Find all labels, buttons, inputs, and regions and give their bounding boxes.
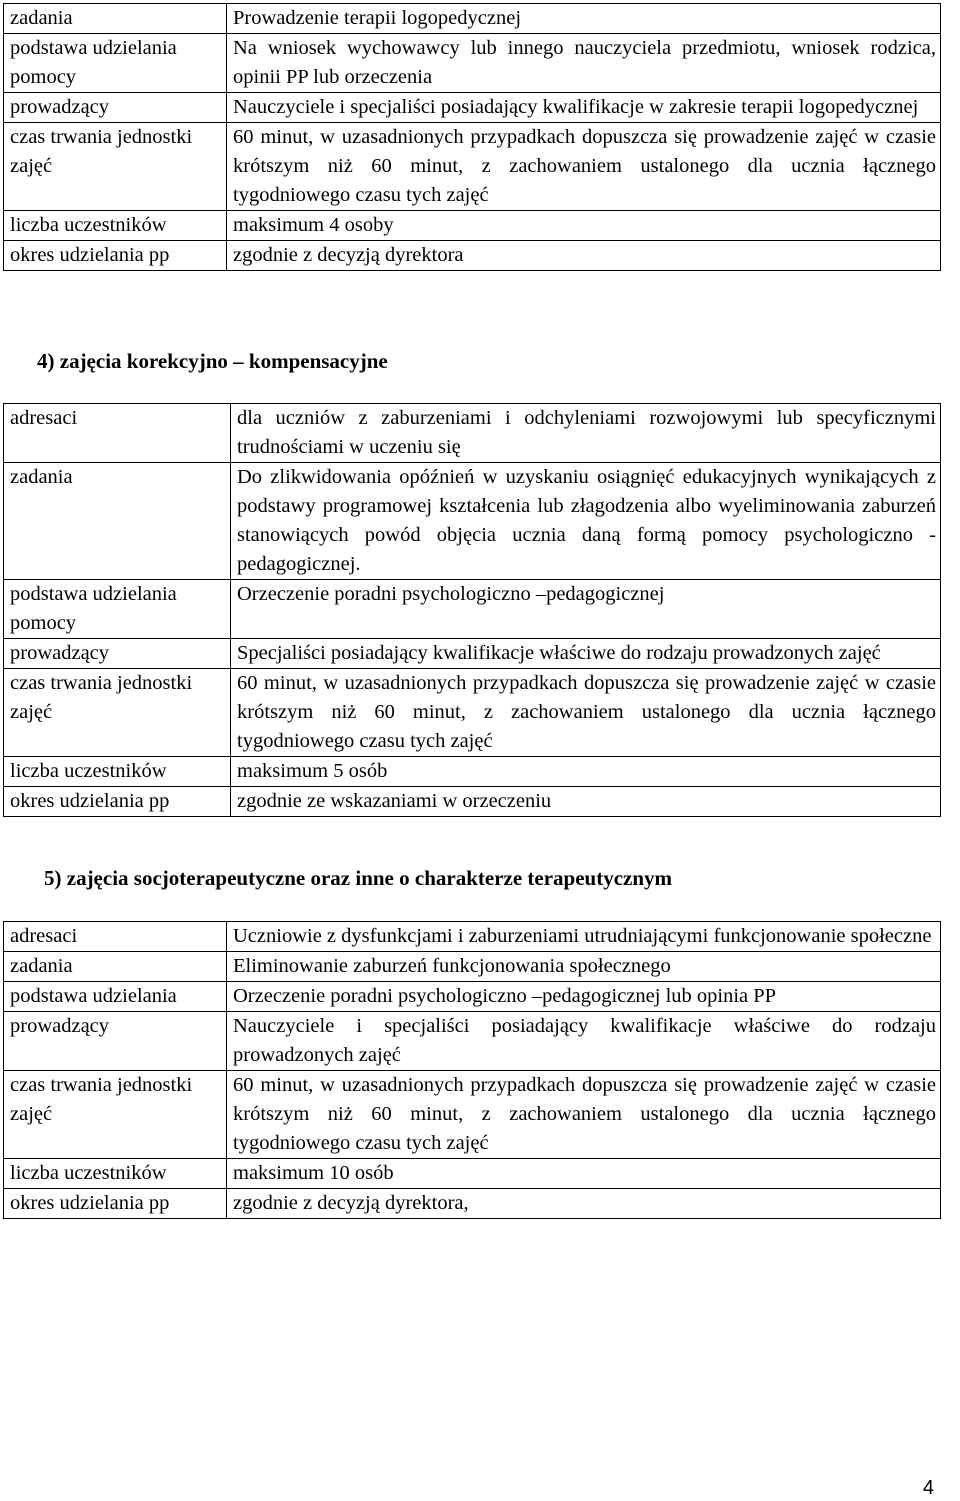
row-key: czas trwania jednostki zajęć [4, 123, 227, 211]
row-key: podstawa udzielania pomocy [4, 34, 227, 93]
row-key: okres udzielania pp [4, 241, 227, 271]
table-row [4, 4, 941, 34]
table-row [4, 922, 941, 952]
table-row [4, 123, 941, 211]
row-key: czas trwania jednostki zajęć [4, 669, 231, 757]
row-value: dla uczniów z zaburzeniami i odchyleniami rozwojowymi lub specyficznymi trudnościami w uczeniu się [231, 404, 941, 463]
table-row [4, 211, 941, 241]
row-key: adresaci [4, 404, 231, 463]
table-row [4, 1012, 941, 1071]
row-value: Nauczyciele i specjaliści posiadający kwalifikacje w zakresie terapii logopedycznej [227, 93, 941, 123]
row-value: 60 minut, w uzasadnionych przypadkach dopuszcza się prowadzenie zajęć w czasie krótszym niż 60 minut, z zachowaniem ustalonego dla ucznia łącznego tygodniowego czasu tych zajęć [227, 123, 941, 211]
page-number: 4 [922, 1477, 934, 1499]
row-key: czas trwania jednostki zajęć [4, 1071, 227, 1159]
row-value: Specjaliści posiadający kwalifikacje właściwe do rodzaju prowadzonych zajęć [231, 639, 941, 669]
row-value: Nauczyciele i specjaliści posiadający kwalifikacje właściwe do rodzaju prowadzonych zajęć [227, 1012, 941, 1071]
row-value: 60 minut, w uzasadnionych przypadkach dopuszcza się prowadzenie zajęć w czasie krótszym niż 60 minut, z zachowaniem ustalonego dla ucznia łącznego tygodniowego czasu tych zajęć [227, 1071, 941, 1159]
row-key: liczba uczestników [4, 1159, 227, 1189]
row-value: Uczniowie z dysfunkcjami i zaburzeniami utrudniającymi funkcjonowanie społeczne [227, 922, 941, 952]
socio-therapeutic-table [3, 921, 941, 1219]
row-key: prowadzący [4, 1012, 227, 1071]
table-row [4, 93, 941, 123]
table-row [4, 241, 941, 271]
row-value: Eliminowanie zaburzeń funkcjonowania społecznego [227, 952, 941, 982]
table-row [4, 1189, 941, 1219]
table-row [4, 34, 941, 93]
row-value: zgodnie z decyzją dyrektora, [227, 1189, 941, 1219]
row-key: adresaci [4, 922, 227, 952]
table-row [4, 669, 941, 757]
row-key: liczba uczestników [4, 757, 231, 787]
row-value: zgodnie ze wskazaniami w orzeczeniu [231, 787, 941, 817]
table-row [4, 757, 941, 787]
row-value: Orzeczenie poradni psychologiczno –pedagogicznej lub opinia PP [227, 982, 941, 1012]
row-key: prowadzący [4, 639, 231, 669]
row-value: 60 minut, w uzasadnionych przypadkach dopuszcza się prowadzenie zajęć w czasie krótszym niż 60 minut, z zachowaniem ustalonego dla ucznia łącznego tygodniowego czasu tych zajęć [231, 669, 941, 757]
logopedic-therapy-table [3, 3, 941, 271]
table-row [4, 580, 941, 639]
row-key: prowadzący [4, 93, 227, 123]
section-heading-4: 4) zajęcia korekcyjno – kompensacyjne [37, 349, 388, 373]
row-value: maksimum 4 osoby [227, 211, 941, 241]
row-key: zadania [4, 952, 227, 982]
row-value: Na wniosek wychowawcy lub innego nauczyciela przedmiotu, wniosek rodzica, opinii PP lub orzeczenia [227, 34, 941, 93]
row-key: podstawa udzielania pomocy [4, 580, 231, 639]
row-key: okres udzielania pp [4, 1189, 227, 1219]
table-row [4, 639, 941, 669]
row-value: Prowadzenie terapii logopedycznej [227, 4, 941, 34]
row-key: liczba uczestników [4, 211, 227, 241]
table-row [4, 404, 941, 463]
row-key: zadania [4, 463, 231, 580]
table-row [4, 463, 941, 580]
table-row [4, 1159, 941, 1189]
row-value: maksimum 5 osób [231, 757, 941, 787]
section-heading-5: 5) zajęcia socjoterapeutyczne oraz inne o charakterze terapeutycznym [44, 866, 673, 890]
row-key: podstawa udzielania [4, 982, 227, 1012]
table-row [4, 787, 941, 817]
table-row [4, 982, 941, 1012]
table-row [4, 1071, 941, 1159]
row-key: okres udzielania pp [4, 787, 231, 817]
row-value: zgodnie z decyzją dyrektora [227, 241, 941, 271]
row-value: Orzeczenie poradni psychologiczno –pedagogicznej [231, 580, 941, 639]
corrective-compensatory-table [3, 403, 941, 817]
row-value: Do zlikwidowania opóźnień w uzyskaniu osiągnięć edukacyjnych wynikających z podstawy programowej kształcenia lub złagodzenia albo wyeliminowania zaburzeń stanowiących powód objęcia ucznia daną formą pomocy psychologiczno -pedagogicznej. [231, 463, 941, 580]
row-key: zadania [4, 4, 227, 34]
table-row [4, 952, 941, 982]
row-value: maksimum 10 osób [227, 1159, 941, 1189]
